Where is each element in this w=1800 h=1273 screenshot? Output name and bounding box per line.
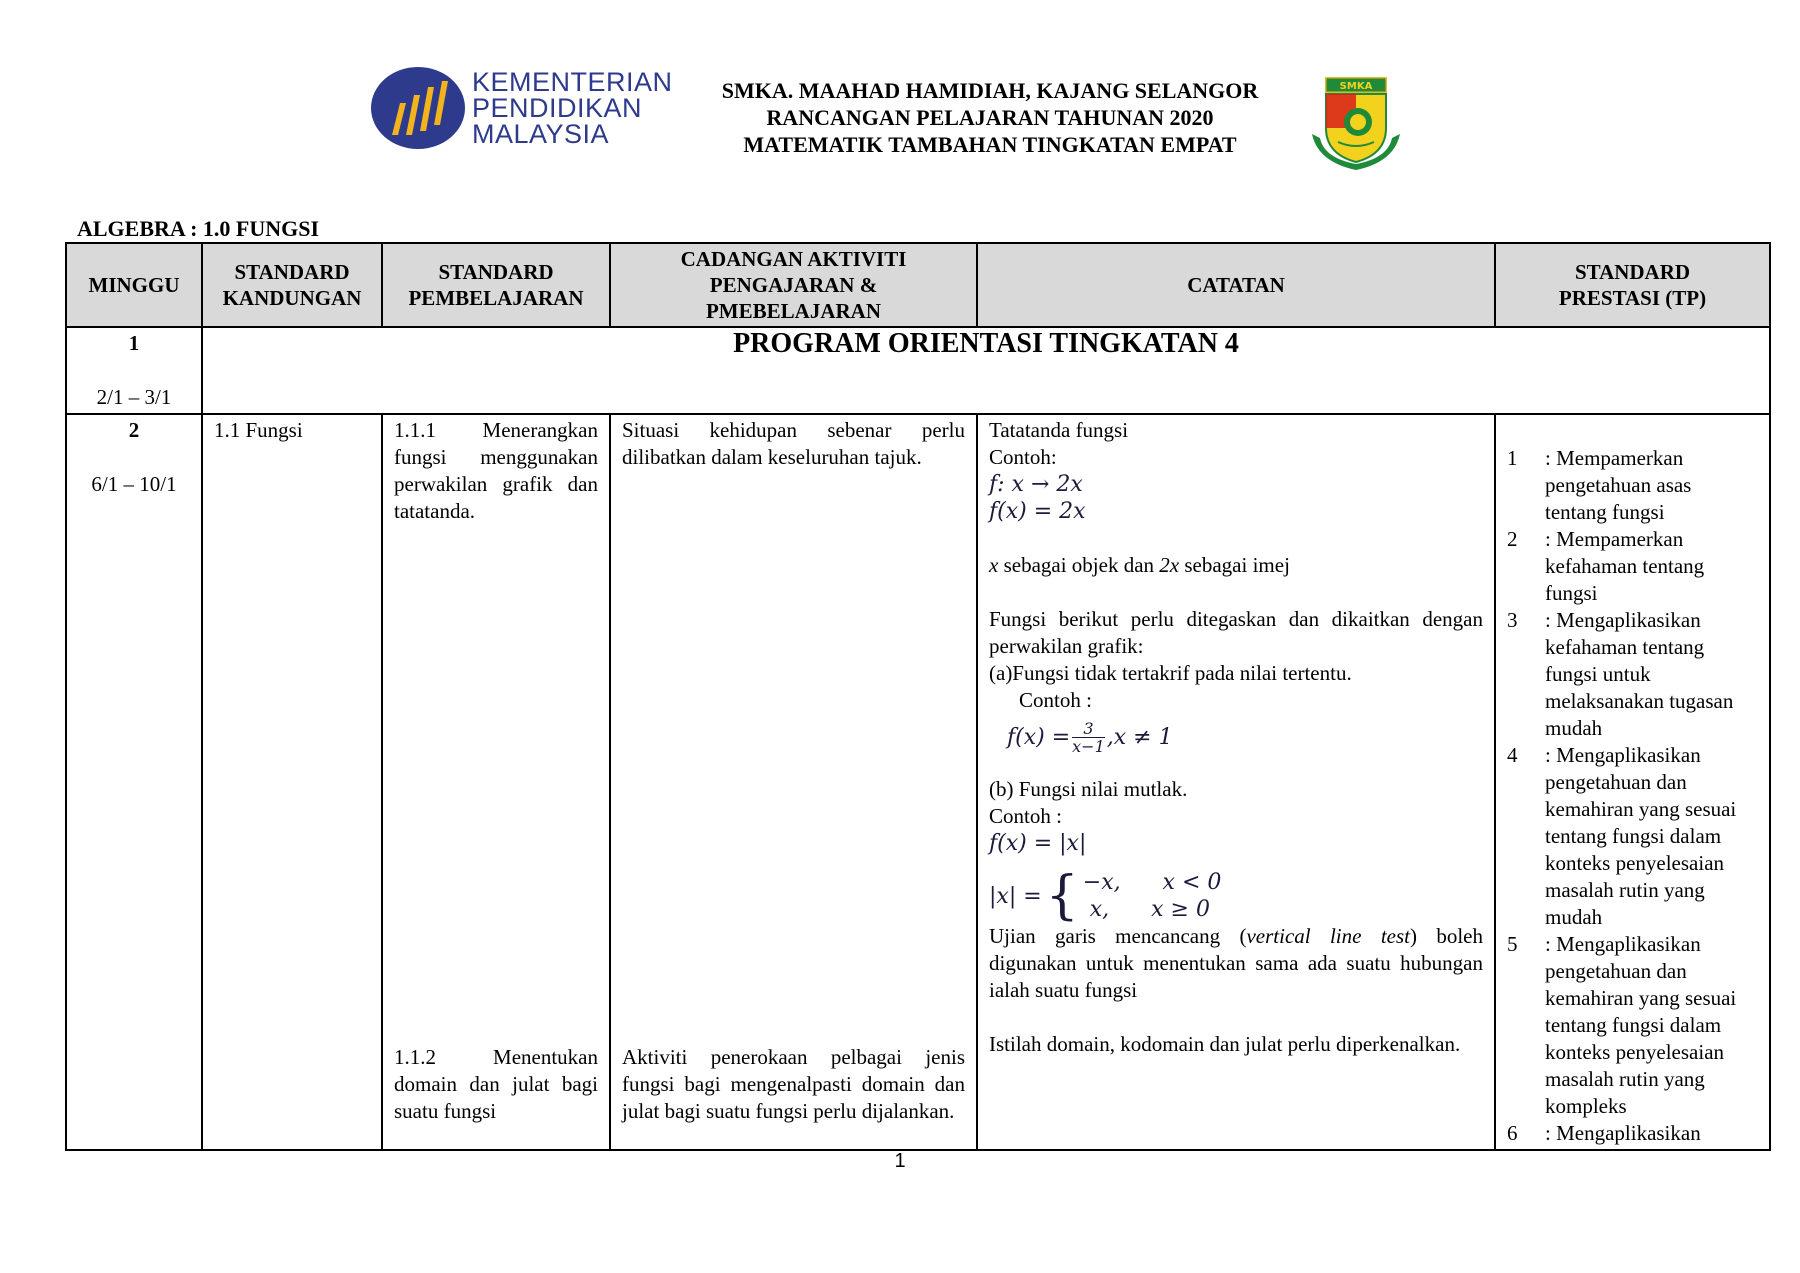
table-row-week-1 <box>66 327 1770 414</box>
col-standard-pembelajaran <box>382 243 610 327</box>
aktiviti-2: Aktiviti penerokaan pelbagai jenis fungsi bagi mengenalpasti domain dan julat bagi suatu fungsi perlu dijalankan. <box>622 1045 965 1123</box>
objek-var: x <box>989 553 999 577</box>
tp-item <box>1507 931 1758 1120</box>
week-2-dates: 6/1 – 10/1 <box>91 472 177 496</box>
table-row-week-2 <box>66 414 1770 1150</box>
page-number: 1 <box>894 1150 906 1172</box>
school-header <box>690 77 1290 158</box>
header-line-3: MATEMATIK TAMBAHAN TINGKATAN EMPAT <box>743 132 1237 157</box>
tp-item <box>1507 526 1758 607</box>
catatan-contoh-b: Contoh : <box>989 804 1062 828</box>
tp-level: 5 <box>1507 932 1518 956</box>
vlt-italic: vertical line test <box>1246 924 1410 948</box>
vlt-part-1: Ujian garis mencancang ( <box>989 924 1247 948</box>
tp-description: : Mempamerkan kefahaman tentang fungsi <box>1545 527 1705 605</box>
col-cadangan-aktiviti <box>610 243 977 327</box>
piecewise-cases <box>1083 869 1222 923</box>
col-sk-line2: KANDUNGAN <box>222 286 362 310</box>
imej-text: sebagai imej <box>1179 553 1290 577</box>
week-1-dates: 2/1 – 3/1 <box>96 385 172 409</box>
col-sk-line1: STANDARD <box>234 260 350 284</box>
kpm-wordmark <box>472 69 673 147</box>
week-1-number: 1 <box>128 331 140 355</box>
catatan-heading: Tatatanda fungsi <box>989 418 1129 442</box>
tp-description: : Mengaplikasikan <box>1545 1121 1701 1145</box>
kpm-line-3: MALAYSIA <box>472 119 610 149</box>
col-sp-line1: STANDARD <box>438 260 554 284</box>
objek-imej-line <box>989 552 1483 579</box>
aktiviti-1: Situasi kehidupan sebenar perlu dilibatkan dalam keseluruhan tajuk. <box>622 418 965 469</box>
header-line-1: SMKA. MAAHAD HAMIDIAH, KAJANG SELANGOR <box>721 78 1259 103</box>
smka-crest-icon <box>1308 76 1404 172</box>
col-standard-kandungan <box>202 243 382 327</box>
tp-description: : Mengaplikasikan pengetahuan dan kemahiran yang sesuai tentang fungsi dalam konteks penyelesaian masalah rutin yang kompleks <box>1545 932 1737 1118</box>
kpm-logo <box>370 63 673 153</box>
vertical-line-test <box>989 923 1483 1004</box>
fraction-denominator: x−1 <box>1072 736 1105 756</box>
tp-level: 6 <box>1507 1121 1518 1145</box>
col-ca-line3: PMEBELAJARAN <box>705 299 881 323</box>
math-rational-cond: ,x ≠ 1 <box>1106 724 1173 750</box>
section-title: ALGEBRA : 1.0 FUNGSI <box>77 216 320 241</box>
piecewise-case-1: −x, x < 0 <box>1082 870 1222 895</box>
kpm-line-2: PENDIDIKAN <box>472 93 643 123</box>
tp-level: 3 <box>1507 608 1518 632</box>
tp-item <box>1507 607 1758 742</box>
kpm-line-1: KEMENTERIAN <box>472 67 673 97</box>
week-1-cell <box>66 327 202 414</box>
math-piecewise <box>989 866 1222 926</box>
istilah-paragraph: Istilah domain, kodomain dan julat perlu diperkenalkan. <box>989 1032 1461 1056</box>
crest-label: SMKA <box>1339 81 1373 92</box>
col-catatan-label: CATATAN <box>1187 273 1285 297</box>
lesson-plan-table <box>65 242 1771 1151</box>
fraction-numerator: 3 <box>1072 720 1105 738</box>
math-rational-lhs: f(x) = <box>1007 724 1071 750</box>
math-rational <box>989 714 1483 760</box>
tp-level: 4 <box>1507 743 1518 767</box>
piecewise-lhs: |x| = <box>989 883 1042 909</box>
tp-description: : Mengaplikasikan pengetahuan dan kemahiran yang sesuai tentang fungsi dalam konteks penyelesaian masalah rutin yang mudah <box>1545 743 1737 929</box>
kandungan-text: 1.1 Fungsi <box>214 418 303 442</box>
fungsi-paragraph: Fungsi berikut perlu ditegaskan dan dikaitkan dengan perwakilan grafik: <box>989 607 1483 658</box>
kpm-emblem-icon <box>370 65 466 151</box>
math-fraction <box>1072 720 1105 755</box>
aktiviti-cell <box>610 414 977 1150</box>
tp-description: : Mengaplikasikan kefahaman tentang fungsi untuk melaksanakan tugasan mudah <box>1545 608 1734 740</box>
tp-item <box>1507 445 1758 526</box>
catatan-cell <box>977 414 1495 1150</box>
tp-item <box>1507 742 1758 931</box>
col-tp-line1: STANDARD <box>1574 260 1691 284</box>
sp-1-1-1: 1.1.1 Menerangkan fungsi menggunakan perwakilan grafik dan tatatanda. <box>394 418 598 523</box>
tp-list <box>1507 417 1758 1147</box>
col-sp-line2: PEMBELAJARAN <box>408 286 584 310</box>
week-2-cell <box>66 414 202 1150</box>
objek-text: sebagai objek dan <box>998 553 1160 577</box>
tp-item <box>1507 1120 1758 1147</box>
week-2-number: 2 <box>128 418 140 442</box>
math-abs: f(x) = |x| <box>989 831 1087 856</box>
tp-description: : Mempamerkan pengetahuan asas tentang fungsi <box>1545 446 1692 524</box>
catatan-contoh-1: Contoh: <box>989 445 1057 469</box>
left-brace-icon: { <box>1045 866 1079 926</box>
col-ca-line2: PENGAJARAN & <box>709 273 878 297</box>
standard-kandungan-cell <box>202 414 382 1150</box>
imej-var: 2x <box>1159 553 1180 577</box>
catatan-contoh-a: Contoh : <box>1019 688 1092 712</box>
table-header-row <box>66 243 1770 327</box>
col-tp-line2: PRESTASI (TP) <box>1558 286 1707 310</box>
math-f-of-x: f(x) = 2x <box>989 499 1086 524</box>
standard-prestasi-cell <box>1495 414 1770 1150</box>
tp-level: 1 <box>1507 446 1518 470</box>
col-minggu-label: MINGGU <box>88 273 180 297</box>
math-f-maps: f: x → 2x <box>989 472 1083 497</box>
standard-pembelajaran-cell <box>382 414 610 1150</box>
vlt-part-3: ) boleh digunakan untuk menentukan sama ada suatu hubungan ialah suatu fungsi <box>989 924 1483 1002</box>
col-minggu <box>66 243 202 327</box>
piecewise-case-2: x, x ≥ 0 <box>1082 897 1210 922</box>
header-line-2: RANCANGAN PELAJARAN TAHUNAN 2020 <box>766 105 1214 130</box>
catatan-item-b: (b) Fungsi nilai mutlak. <box>989 777 1188 801</box>
orientation-title: PROGRAM ORIENTASI TINGKATAN 4 <box>202 327 1770 414</box>
catatan-item-a: (a)Fungsi tidak tertakrif pada nilai tertentu. <box>989 661 1352 685</box>
tp-level: 2 <box>1507 527 1518 551</box>
col-ca-line1: CADANGAN AKTIVITI <box>680 247 907 271</box>
sp-1-1-2: 1.1.2 Menentukan domain dan julat bagi suatu fungsi <box>394 1045 598 1123</box>
col-catatan <box>977 243 1495 327</box>
col-standard-prestasi <box>1495 243 1770 327</box>
